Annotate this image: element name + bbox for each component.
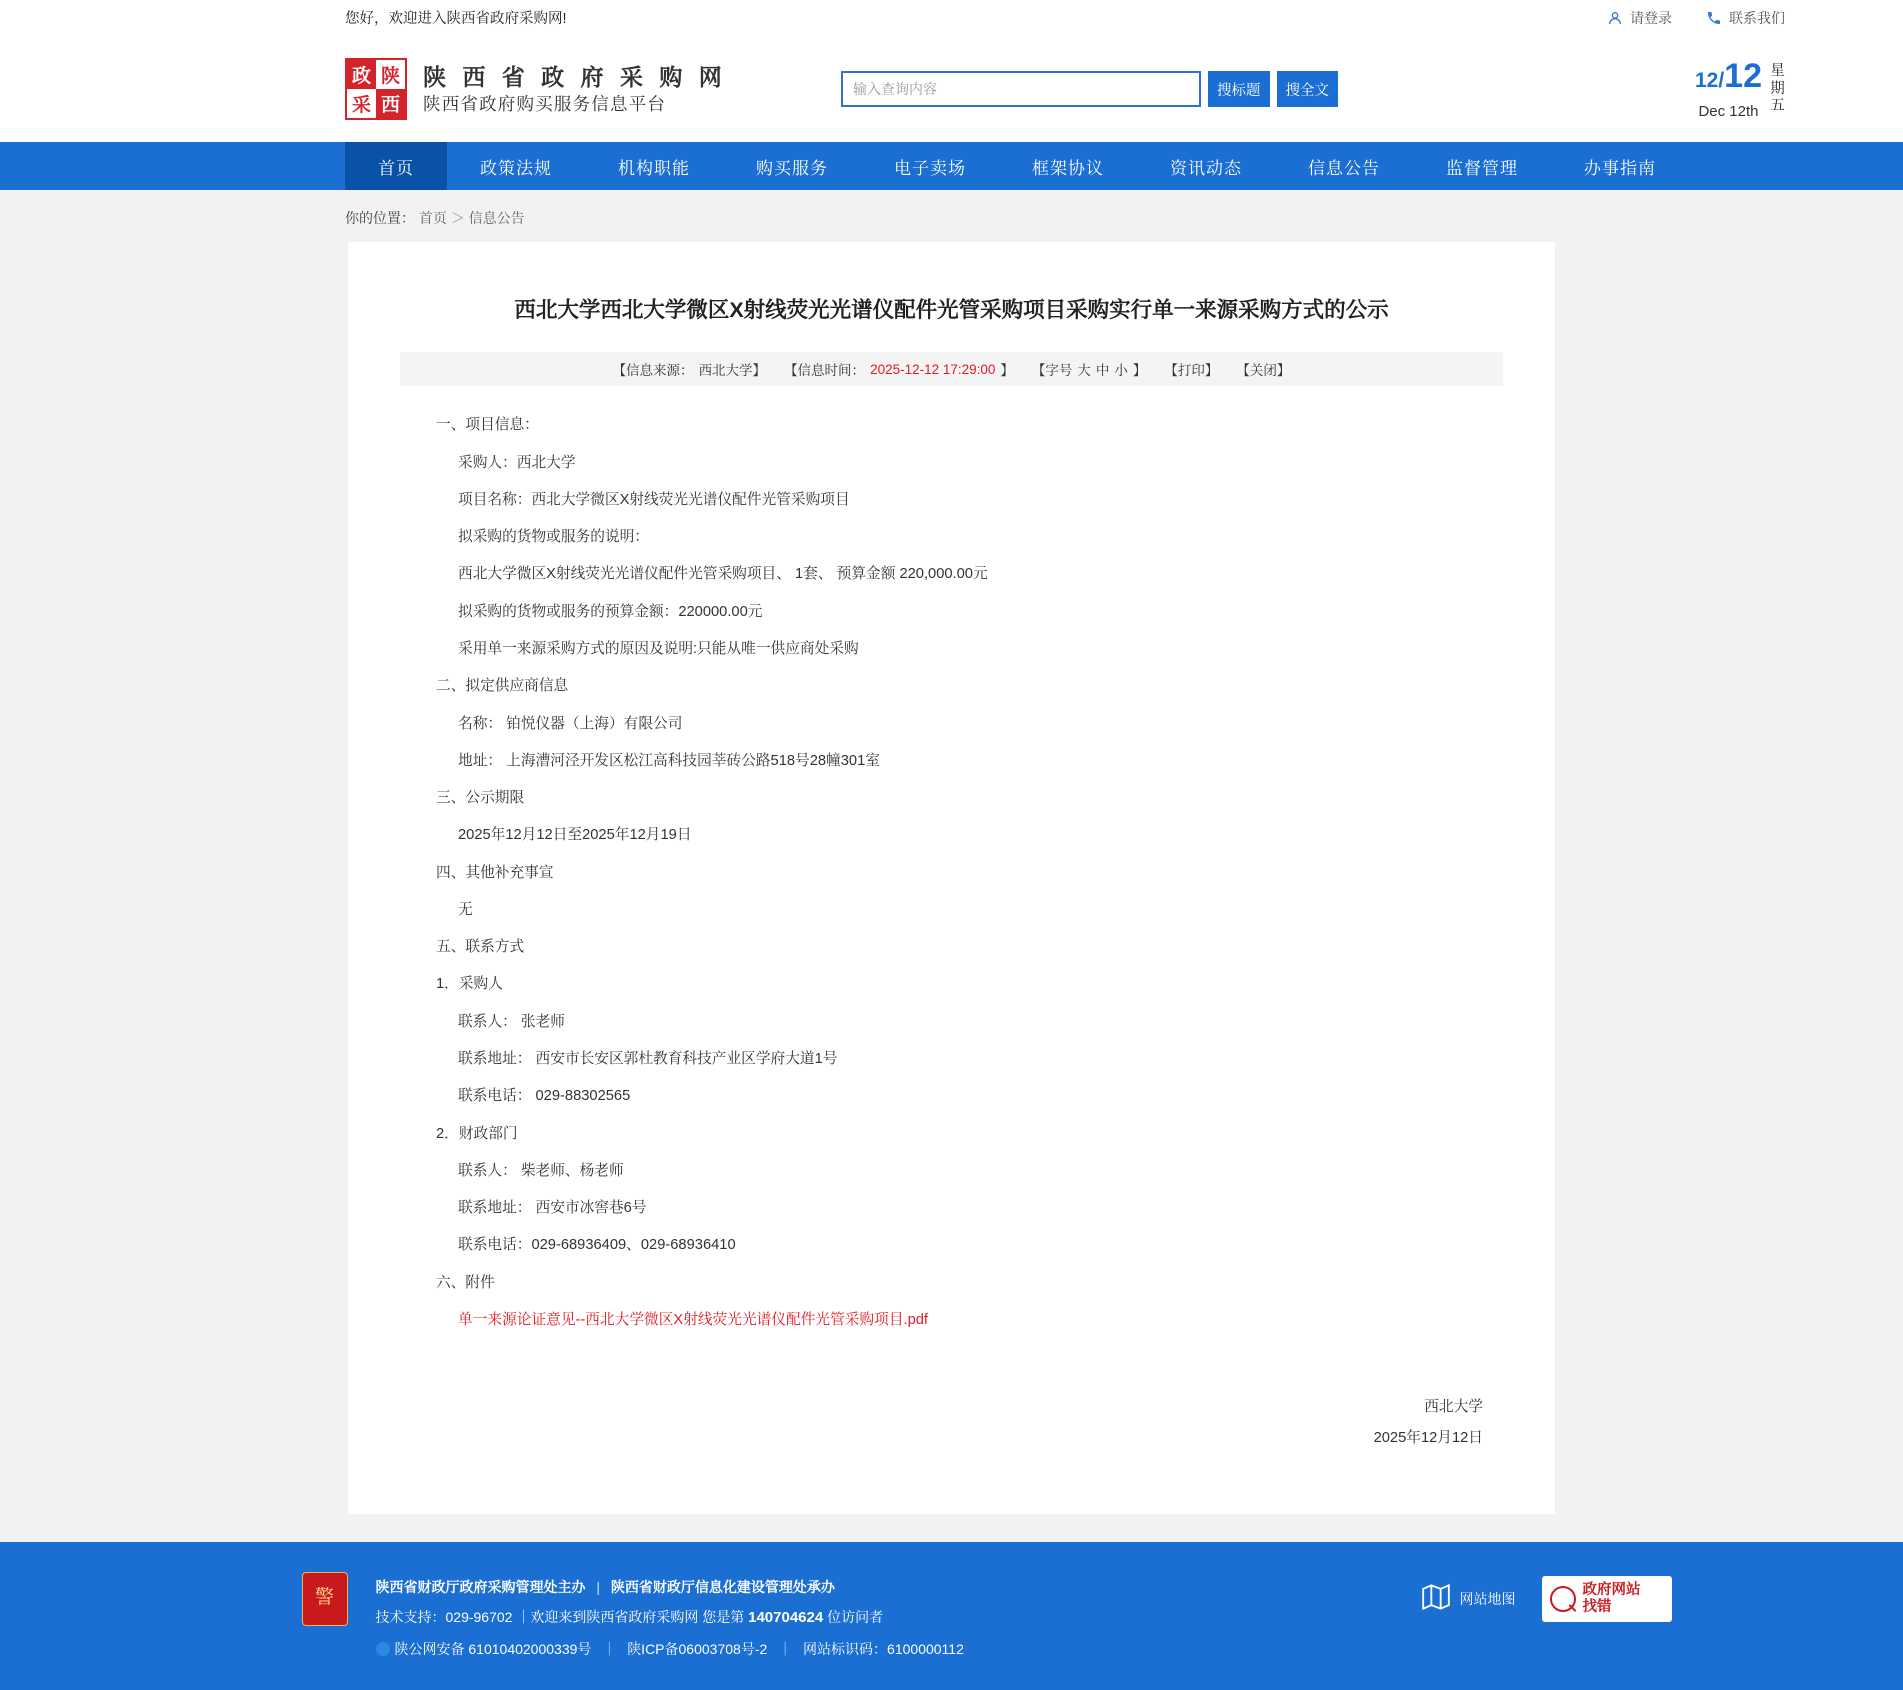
police-badge-char: 警 (314, 1587, 334, 1609)
map-icon (1421, 1583, 1451, 1614)
doc-paragraph: 2025年12月12日至2025年12月19日 (458, 827, 692, 844)
gov-badge-text (1583, 1582, 1641, 1614)
date-month: 12 (1694, 69, 1719, 92)
footer-undertaker: 陕西省财政厅信息化建设管理处承办 (610, 1578, 835, 1595)
site-map-link[interactable] (1421, 1583, 1516, 1614)
breadcrumb (0, 190, 1903, 242)
tech-support-phone: 029-96702 (445, 1608, 513, 1625)
doc-paragraph: 采购人：西北大学 (458, 454, 576, 471)
search-area (841, 71, 1338, 107)
phone-icon (1706, 10, 1722, 26)
site-name: 陕 西 省 政 府 采 购 网 (423, 63, 727, 90)
meta-source (613, 359, 767, 379)
magnifier-icon (1550, 1586, 1576, 1612)
date-slash: / (1718, 69, 1725, 92)
footer-organizer: 陕西省财政厅政府采购管理处主办 (375, 1578, 586, 1595)
logo-char-3: 西 (380, 95, 400, 116)
doc-paragraph: 地址： 上海漕河泾开发区松江高科技园莘砖公路518号28幢301室 (458, 752, 880, 769)
doc-paragraph: 五、联系方式 (436, 939, 525, 956)
site-subtitle: 陕西省政府购买服务信息平台 (423, 93, 667, 114)
signoff-org: 西北大学 (1424, 1398, 1483, 1415)
doc-paragraph: 联系电话：029-68936409、029-68936410 (458, 1237, 736, 1254)
footer-inner (232, 1572, 1672, 1664)
footer-sep-1: | (596, 1578, 601, 1595)
doc-paragraph: 1．采购人 (436, 976, 503, 993)
footer-sep-3: ｜ (778, 1640, 793, 1657)
police-record-icon (376, 1642, 390, 1656)
font-size-medium-button[interactable]: 中 (1095, 363, 1110, 379)
search-fulltext-button[interactable]: 搜全文 (1277, 71, 1339, 107)
meta-time-close: 】 (1000, 363, 1014, 379)
site-header (0, 36, 1903, 142)
login-label: 请登录 (1630, 9, 1672, 26)
nav-item-purchase-service[interactable]: 购买服务 (756, 158, 828, 178)
search-input[interactable] (841, 71, 1201, 107)
nav-item-emarket[interactable]: 电子卖场 (894, 158, 966, 178)
user-icon (1607, 10, 1623, 26)
doc-paragraph: 联系电话： 029-88302565 (458, 1088, 631, 1105)
contact-label: 联系我们 (1729, 9, 1785, 26)
nav-item-guide[interactable]: 办事指南 (1584, 158, 1656, 178)
top-bar-links (1607, 8, 1785, 28)
nav-item-news[interactable]: 资讯动态 (1170, 158, 1242, 178)
doc-paragraph: 无 (458, 901, 473, 918)
meta-time-value: 2025-12-12 17:29:00 (870, 361, 996, 377)
nav-item-supervision[interactable]: 监督管理 (1446, 158, 1518, 178)
doc-paragraph: 六、附件 (436, 1274, 495, 1291)
document-body (400, 414, 1503, 1332)
welcome-text: 您好，欢迎进入陕西省政府采购网! (345, 11, 567, 27)
attachment-paragraph (400, 1309, 1503, 1332)
doc-paragraph: 名称： 铂悦仪器（上海）有限公司 (458, 715, 683, 732)
nav-item-framework[interactable]: 框架协议 (1032, 158, 1104, 178)
doc-paragraph: 2．财政部门 (436, 1125, 518, 1142)
document-meta-bar (400, 352, 1503, 386)
contact-link[interactable] (1706, 8, 1785, 28)
police-badge-icon (302, 1572, 348, 1626)
nav-item-home[interactable]: 首页 (345, 142, 447, 190)
date-main (1695, 59, 1762, 119)
tech-support-label: 技术支持： (375, 1608, 446, 1625)
doc-paragraph: 拟采购的货物或服务的说明： (458, 529, 649, 546)
nav-item-functions[interactable]: 机构职能 (618, 158, 690, 178)
date-widget (1695, 59, 1785, 119)
breadcrumb-label: 你的位置： (345, 210, 415, 226)
doc-paragraph: 采用单一来源采购方式的原因及说明:只能从唯一供应商处采购 (458, 640, 859, 657)
nav-item-announcements[interactable]: 信息公告 (1308, 158, 1380, 178)
close-button[interactable]: 【关闭】 (1236, 363, 1291, 379)
signoff-date: 2025年12月12日 (1373, 1429, 1483, 1446)
document-card (348, 242, 1555, 1514)
meta-time (784, 359, 1014, 379)
print-button[interactable]: 【打印】 (1164, 363, 1219, 379)
meta-source-value: 西北大学】 (698, 363, 767, 379)
site-id-value: 6100000112 (887, 1640, 964, 1657)
search-title-button[interactable]: 搜标题 (1208, 71, 1270, 107)
login-link[interactable] (1607, 8, 1672, 28)
date-day: 12 (1724, 57, 1762, 95)
logo-char-1: 陕 (376, 60, 405, 89)
meta-time-label: 【信息时间： (784, 363, 866, 379)
logo-char-0: 政 (351, 66, 371, 87)
breadcrumb-current-link[interactable]: 信息公告 (468, 210, 525, 226)
footer-sep-2: ｜ (602, 1640, 617, 1657)
police-record-link[interactable]: 陕公网安备 61010402000339号 (394, 1640, 592, 1657)
visitor-welcome: ｜欢迎来到陕西省政府采购网 您是第 (516, 1608, 745, 1625)
gov-badge-line2: 找错 (1582, 1598, 1612, 1615)
nav-item-policy[interactable]: 政策法规 (480, 158, 552, 178)
doc-paragraph: 联系人： 张老师 (458, 1013, 565, 1030)
doc-paragraph: 四、其他补充事宣 (436, 864, 554, 881)
document-signoff (400, 1392, 1503, 1454)
brand-text (423, 62, 727, 117)
footer-text-block (376, 1572, 964, 1664)
doc-paragraph: 二、拟定供应商信息 (436, 678, 569, 695)
meta-fontsize (1032, 359, 1147, 379)
main-nav (0, 142, 1903, 190)
breadcrumb-home-link[interactable]: 首页 (418, 210, 447, 226)
doc-paragraph: 一、项目信息： (436, 417, 539, 434)
site-logo-icon (345, 58, 407, 120)
site-footer (0, 1542, 1903, 1690)
doc-paragraph: 联系人： 柴老师、杨老师 (458, 1162, 624, 1179)
footer-line-records (376, 1634, 964, 1664)
page-title: 西北大学西北大学微区X射线荧光光谱仪配件光管采购项目采购实行单一来源采购方式的公示 (514, 298, 1389, 322)
doc-paragraph: 三、公示期限 (436, 790, 525, 807)
font-size-close: 】 (1132, 363, 1147, 379)
breadcrumb-separator: ＞ (450, 210, 465, 226)
visitor-count-suffix: 位访问者 (827, 1608, 884, 1625)
doc-paragraph: 联系地址： 西安市长安区郭杜教育科技产业区学府大道1号 (458, 1051, 838, 1068)
visitor-count: 140704624 (748, 1608, 824, 1626)
footer-line-support (376, 1602, 964, 1634)
font-size-large-button[interactable]: 大 (1077, 363, 1091, 379)
doc-paragraph: 联系地址： 西安市冰窖巷6号 (458, 1200, 647, 1217)
icp-link[interactable]: 陕ICP备06003708号-2 (627, 1640, 768, 1657)
logo-char-2: 采 (347, 89, 376, 118)
site-map-label: 网站地图 (1459, 1590, 1516, 1607)
date-english: Dec 12th (1698, 103, 1759, 120)
brand[interactable] (345, 58, 727, 120)
meta-source-label: 【信息来源： (612, 363, 694, 379)
top-bar (0, 0, 1903, 36)
font-size-small-button[interactable]: 小 (1114, 363, 1128, 379)
date-weekday: 星期五 (1770, 63, 1785, 115)
gov-badge-line1: 政府网站 (1582, 1582, 1641, 1599)
footer-line-organizers (376, 1572, 964, 1602)
attachment-link[interactable]: 单一来源论证意见--西北大学微区X射线荧光光谱仪配件光管采购项目.pdf (458, 1312, 929, 1328)
doc-paragraph: 项目名称：西北大学微区X射线荧光光谱仪配件光管采购项目 (458, 491, 850, 508)
font-size-label: 【字号 (1031, 363, 1073, 379)
doc-paragraph: 拟采购的货物或服务的预算金额：220000.00元 (458, 603, 763, 620)
doc-paragraph: 西北大学微区X射线荧光光谱仪配件光管采购项目、 1套、 预算金额 220,000.00元 (458, 566, 988, 583)
date-numeric (1695, 59, 1762, 93)
site-id-label: 网站标识码： (803, 1640, 888, 1657)
